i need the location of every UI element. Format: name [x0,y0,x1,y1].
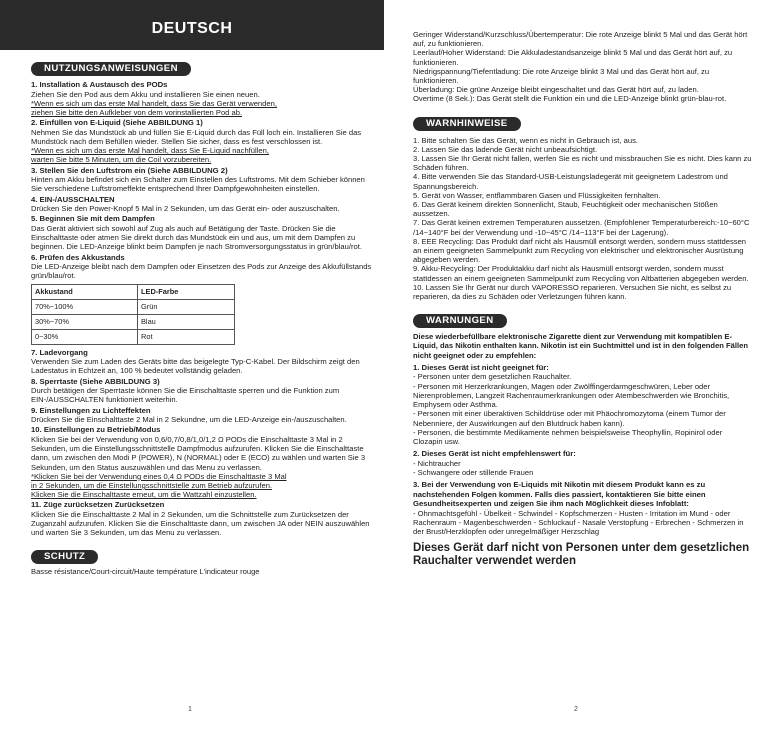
final-age-warning: Dieses Gerät darf nicht von Personen unter dem gesetzlichen Rauchalter verwendet werden [413,541,750,567]
page-number-left: 1 [188,706,192,713]
warning-item: 2. Lassen Sie das ladende Gerät nicht unbeaufsichtigt. [413,144,598,154]
s2-note-line1: *Wenn es sich um das erste Mal handelt, dass Sie E-Liquid nachfüllen, [31,146,269,156]
s1-text: Ziehen Sie den Pod aus dem Akku und installieren Sie einen neuen. [31,89,260,99]
warning-item: 3. Lassen Sie Ihr Gerät nicht fallen, werfen Sie es nicht und missbrauchen Sie es nicht. Dies kann zu Schäden führen. [413,154,752,173]
warning-item: 9. Akku-Recycling: Der Produktakku darf nicht als Hausmüll entsorgt werden, sondern musst stattdessen an einem geeigneten Sammelpunkt zum Recycling von Altbatterien abgegeben werden. [413,264,749,283]
s5-heading: 5. Beginnen Sie mit dem Dampfen [31,214,155,224]
table-header-cell: Akkustand [32,284,138,299]
table-cell: 30%~70% [32,314,138,329]
protection-line: Geringer Widerstand/Kurzschluss/Übertemperatur: Die rote Anzeige blinkt 5 Mal und das Gerät hört auf, zu funktionieren. [413,30,748,49]
table-header-cell: LED-Farbe [138,284,235,299]
warnungen-section-title: WARNUNGEN [413,314,507,328]
right-content [413,30,753,568]
table-row [32,314,235,329]
s10-note-line2: in 2 Sekunden, um die Einstellungsschnittstelle zum Betrieb aufzurufen. [31,481,273,491]
table-cell: Grün [138,299,235,314]
warning-item: 4. Bitte verwenden Sie das Standard-USB-Leistungsladegerät mit geeignetem Ladestrom und Spannungsbereich. [413,172,728,191]
s1-heading: 1. Installation & Austausch des PODs [31,80,168,89]
w2-item: - Nichtraucher [413,458,461,468]
w2-heading: 2. Dieses Gerät ist nicht empfehlenswert für: [413,449,576,459]
w1-item: - Personen mit Herzerkrankungen, Magen oder Zwölffingerdarmgeschwüren, Leber oder Nierenproblemen, Langzeit Rachenraumerkrankungen oder Atembeschwerden wie Bronchitis, Emphysem oder Asthma. [413,381,730,410]
w3-heading: 3. Bei der Verwendung von E-Liquids mit Nikotin mit diesem Produkt kann es zu nachstehenden Folgen kommen. Falls dies passiert, kontaktieren Sie bitte einen Gesundheitsexperten und zeigen Sie ihm nach Möglichkeit dieses Infoblatt: [413,480,706,509]
s3-heading: 3. Stellen Sie den Luftstrom ein (Siehe ABBILDUNG 2) [31,165,228,175]
s3-text: Hinten am Akku befindet sich ein Schalter zum Einstellen des Luftstroms. Mit dem Schieber können Sie verschiedene Luftstromeffekte entsprechend Ihrer Dampfgewohnheiten einstellen. [31,175,365,194]
warning-item: 6. Das Gerät keinem direkten Sonnenlicht, Staub, Feuchtigkeit oder mechanischen Stößen aussetzen. [413,200,718,219]
s2-text: Nehmen Sie das Mundstück ab und füllen Sie E-Liquid durch das Füll loch ein. Installieren Sie das Mundstück nach dem Befüllen wieder. Stellen Sie sicher, dass es fest verschlossen ist. [31,127,362,146]
w2-item: - Schwangere oder stillende Frauen [413,467,534,477]
w1-heading: 1. Dieses Gerät ist nicht geeignet für: [413,362,549,372]
warning-item: 5. Gerät von Wasser, entflammbaren Gasen und Flüssigkeiten fernhalten. [413,190,661,200]
s7-text: Verwenden Sie zum Laden des Geräts bitte das beigelegte Typ-C-Kabel. Der Bildschirm zeigt den Ladestatus in Echtzeit an, 100 % bedeutet vollständig geladen. [31,357,360,376]
page-number-right: 2 [574,706,578,713]
s6-heading: 6. Prüfen des Akkustands [31,252,125,262]
protection-line: Niedrigspannung/Tiefentladung: Die rote Anzeige blinkt 3 Mal und das Gerät hört auf, zu funktionieren. [413,66,710,86]
table-cell: 0~30% [32,329,138,344]
s1-note-line2: ziehen Sie bitte den Aufkleber von dem vorinstallierten Pod ab. [31,108,243,117]
warning-item: 10. Lassen Sie Ihr Gerät nur durch VAPORESSO reparieren. Versuchen Sie nicht, es selbst zu reparieren, da dies zu Schäden oder Verletzungen führen kann. [413,282,732,302]
battery-level-table [31,284,235,345]
s2-heading: 2. Einfüllen von E-Liquid (Siehe ABBILDUNG 1) [31,118,203,128]
table-cell: Rot [138,329,235,344]
protection-intro-text: Basse résistance/Court-circuit/Haute température L'indicateur rouge [31,566,260,576]
warning-item: 7. Das Gerät keinen extremen Temperaturen aussetzen. (Empfohlener Temperaturbereich:-10~60°C /14~140°F bei der Verwendung und -10~45°C /14~113°F bei der Lagerung). [413,218,750,237]
usage-section-title: NUTZUNGSANWEISUNGEN [31,62,191,76]
protection-line: Overtime (8 Sek.): Das Gerät stellt die Funktion ein und die LED-Anzeige blinkt grün-blau-rot. [413,94,727,104]
table-row [32,329,235,344]
s10-heading: 10. Einstellungen zu Betrieb/Modus [31,425,161,435]
s11-text: Klicken Sie die Einschalttaste 2 Mal in 2 Sekunden, um die Schnittstelle zum Zurücksetzen der Zuganzahl aufzurufen. Klicken Sie die Einschalttaste dann, um zwischen JA oder NEIN auszuwählen und warten Sie 3 Sekunden, um das Menu zu verlassen. [31,510,370,538]
s7-heading: 7. Ladevorgang [31,347,88,357]
w1-item: - Personen mit einer überaktiven Schilddrüse oder mit Phäochromozytoma (einem Tumor der Nebenniere, der Auswirkungen auf den Blutdruck haben kann). [413,409,726,428]
warning-item: 1. Bitte schalten Sie das Gerät, wenn es nicht in Gebrauch ist, aus. [413,135,638,145]
s4-heading: 4. EIN-/AUSSCHALTEN [31,194,115,204]
w3-text: - Ohnmachtsgefühl - Übelkeit - Schwindel - Kopfschmerzen - Husten - Irritation im Mund - oder Rachenraum - Magenbeschwerden - Schluckauf - Nasale Verstopfung - Erbrechen - Schmerzen in der Brust/Herzklopfen oder unregelmäßiger Herzschlag [413,508,744,537]
warnungen-intro: Diese wiederbefüllbare elektronische Zigarette dient zur Verwendung mit kompatiblen E-Liquid, das Nikotin enthalten kann. Nikotin ist ein Suchtmittel und ist in den folgenden Fällen nicht geeignet oder zu empfehlen: [413,332,748,360]
table-row [32,299,235,314]
table-cell: 70%~100% [32,299,138,314]
warnhinweise-section-title: WARNHINWEISE [413,117,521,131]
s10-text: Klicken Sie bei der Verwendung von 0,6/0,7/0,8/1,0/1,2 Ω PODs die Einschalttaste 3 Mal in 2 Sekunden, um die Einstellungsschnittstelle Dampfmodus aufzurufen. Klicken Sie die Einschalttaste dann, um zwischen den Modi P (POWER), N (NORMAL) oder E (ECO) zu wählen und warten Sie 3 Sekunden, um den Status auszuwählen und das Menu zu verlassen. [31,435,366,472]
protection-section-title: SCHUTZ [31,550,98,564]
s9-text: Drücken Sie die Einschalttaste 2 Mal in 2 Sekundne, um die LED-Anzeige ein-/auszuschalten. [31,415,347,425]
protection-line: Überladung: Die grüne Anzeige bleibt eingeschaltet und das Gerät hört auf, zu laden. [413,85,699,95]
warning-item: 8. EEE Recycling: Das Produkt darf nicht als Hausmüll entsorgt werden, sondern muss stattdessen an einem geeigneten Sammelpunkt zum Recycling von elektrischer und elektronischer Ausrüstung abgegeben werden. [413,236,747,265]
w1-item: - Personen, die bestimmte Medikamente nehmen beispielsweise Theophyllin, Ropinirol oder Clozapin usw. [413,427,723,446]
protection-line: Leerlauf/Hoher Widerstand: Die Akkuladestandsanzeige blinkt 5 Mal und das Gerät hört auf, zu funktionieren. [413,48,733,67]
table-cell: Blau [138,314,235,329]
s8-heading: 8. Sperrtaste (Siehe ABBILDUNG 3) [31,376,160,386]
s4-text: Drücken Sie den Power-Knopf 5 Mal in 2 Sekunden, um das Gerät ein- oder auszuschalten. [31,204,340,214]
w1-item: - Personen unter dem gesetzlichen Rauchalter. [413,372,572,382]
page-right [384,0,768,739]
s5-text: Das Gerät aktiviert sich sowohl auf Zug als auch auf Betätigung der Taste. Drücken Sie die Einschalttaste oder atmen Sie direkt durch das Mundstück ein und aus, um mit dem Dampfen zu beginnen. Die LED-Anzeige blinkt beim Dampfen je nach Stromversorgungsstatus in grün/blau/rot. [31,224,362,252]
s9-heading: 9. Einstellungen zu Lichteffekten [31,405,151,415]
table-header-row [32,284,235,299]
language-title: DEUTSCH [0,0,384,50]
s8-text: Durch betätigen der Sperrtaste können Sie die Einschalttaste sperren und die Funktion zum EIN-/AUSSCHALTEN funktioniert weiterhin. [31,386,340,405]
usage-section [31,58,375,576]
s11-heading: 11. Züge zurücksetzen Zurücksetzen [31,500,165,510]
s6-text: Die LED-Anzeige bleibt nach dem Dampfen oder Einsetzen des Pods zur Anzeige des Akkufüllstands grün/blau/rot. [31,262,372,281]
s2-note-line2: warten Sie bitte 5 Minuten, um die Coil vorzubereiten. [31,155,212,165]
s1-note-line1: *Wenn es sich um das erste Mal handelt, dass Sie das Gerät verwenden, [31,98,277,108]
s10-note-line3: Klicken Sie die Einschalttaste erneut, um die Wattzahl einzustellen. [31,490,257,500]
s10-note-line1: *Klicken Sie bei der Verwendung eines 0,4 Ω PODs die Einschalttaste 3 Mal [31,471,287,481]
